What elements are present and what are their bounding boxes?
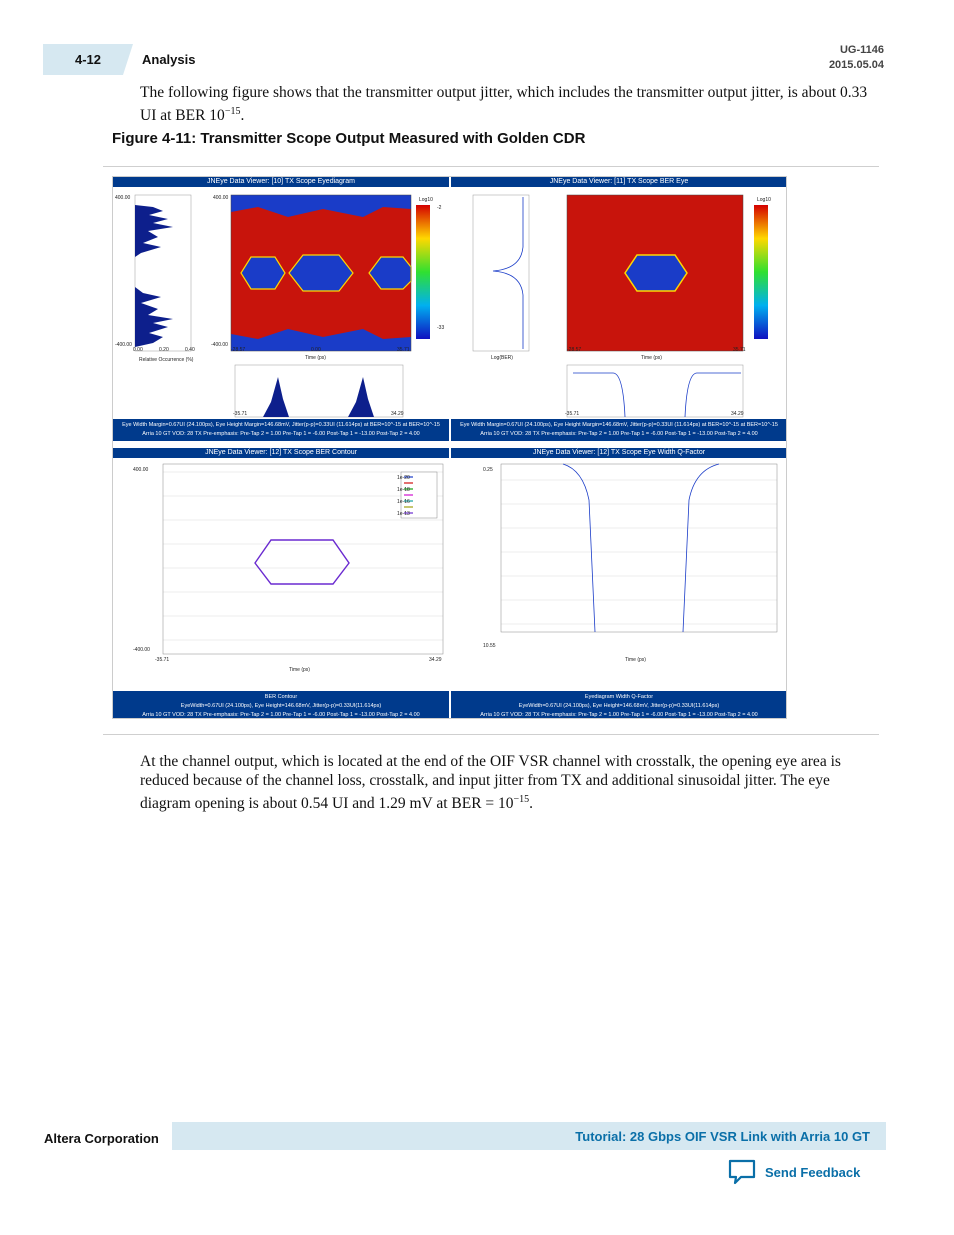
contour-footer-title: BER Contour <box>264 694 298 700</box>
eyediagram-status-1: Eye Width Margin=0.67UI (24.100ps), Eye Height Margin=146.68mV, Jitter(p-p)=0.33UI (11.614ps) at BER=10^-15 at BER=10^-15 <box>122 422 440 428</box>
cb-tick-0: -2 <box>437 205 442 211</box>
qfactor-footer-2: Arria 10 GT VOD: 28 TX Pre-emphasis: Pre-Tap 2 = 1.00 Pre-Tap 1 = -6.00 Post-Tap 1 = -13.00 Post-Tap 2 = 4.00 <box>480 712 758 718</box>
section-title: Analysis <box>142 52 196 67</box>
contour-xtick-7: 34.29 <box>429 657 442 663</box>
send-feedback-link[interactable] <box>727 1157 860 1187</box>
contour-footer-2: Arria 10 GT VOD: 28 TX Pre-emphasis: Pre-Tap 2 = 1.00 Pre-Tap 1 = -6.00 Post-Tap 1 = -13.00 Post-Tap 2 = 4.00 <box>142 712 420 718</box>
cb-tick-5: -33 <box>437 325 445 331</box>
small2-xtick-7: 34.29 <box>731 411 744 417</box>
footer-company: Altera Corporation <box>44 1131 159 1146</box>
hist-xtick-1: 0.20 <box>159 347 169 353</box>
ber-hist-xlabel: Log(BER) <box>491 355 513 361</box>
contour-qfactor-plots <box>113 460 787 690</box>
qfactor-footer-title: Eyediagram Width Q-Factor <box>584 694 654 700</box>
qfactor-footer <box>451 691 787 719</box>
colorbar-label: Log10 <box>419 197 433 203</box>
legend-0: 1e-20 <box>397 475 410 481</box>
legend-4: 1e-16 <box>397 499 410 505</box>
figure-bottom-rule <box>103 734 879 735</box>
doc-date: 2015.05.04 <box>828 59 884 71</box>
small-xtick-0: -35.71 <box>233 411 248 417</box>
eyediagram-status-2: Arria 10 GT VOD: 28 TX Pre-emphasis: Pre-Tap 2 = 1.00 Pre-Tap 1 = -6.00 Post-Tap 1 = -13.00 Post-Tap 2 = 4.00 <box>142 431 420 437</box>
eyediagram-title: JNEye Data Viewer: [10] TX Scope Eyediagram <box>113 177 449 187</box>
eye-ytick-2: 400.00 <box>213 195 229 201</box>
contour-footer-1: EyeWidth=0.67UI (24.100ps), Eye Height=146.68mV, Jitter(p-p)=0.33UI(11.614ps) <box>180 703 382 709</box>
footer-band <box>172 1122 886 1150</box>
figure-top-rule <box>103 166 879 167</box>
bereye-status-2: Arria 10 GT VOD: 28 TX Pre-emphasis: Pre-Tap 2 = 1.00 Pre-Tap 1 = -6.00 Post-Tap 1 = -13.00 Post-Tap 2 = 4.00 <box>480 431 758 437</box>
figure-panel <box>112 176 787 719</box>
contour-footer <box>113 691 449 719</box>
ber-xlabel: Time (ps) <box>641 355 662 361</box>
eyediagram-status <box>113 419 449 441</box>
colorbar2-label: Log10 <box>757 197 771 203</box>
figure-caption: Figure 4-11: Transmitter Scope Output Measured with Golden CDR <box>112 130 586 147</box>
doc-id: UG-1146 <box>839 44 884 56</box>
small2-xtick-0: -35.71 <box>565 411 580 417</box>
small-xtick-7: 34.29 <box>391 411 404 417</box>
intro-exponent: −15 <box>224 106 241 117</box>
ber-xtick-9: 35.71 <box>733 347 746 353</box>
ber-xtick-0: -28.57 <box>567 347 582 353</box>
page-number: 4-12 <box>43 44 123 75</box>
outro-text: At the channel output, which is located at the end of the OIF VSR channel with crosstalk, the opening eye area is reduced because of the channel loss, crosstalk, and input jitter from TX and additional sinusoidal jitter. The eye diagram opening is about 0.54 UI and 1.29 mV at BER = 10 <box>140 753 841 813</box>
footer-doc-title[interactable]: Tutorial: 28 Gbps OIF VSR Link with Arria 10 GT <box>575 1129 870 1144</box>
contour-xtick-0: -35.71 <box>155 657 170 663</box>
outro-exponent: −15 <box>513 794 530 805</box>
contour-ytick-top: 400.00 <box>133 467 149 473</box>
eyediagram-plot <box>113 187 787 430</box>
hist-xtick-0: 0.00 <box>133 347 143 353</box>
bereye-status <box>451 419 787 441</box>
q-ytick-0: 0.25 <box>483 467 493 473</box>
chat-bubble-icon <box>727 1158 757 1186</box>
eye-xtick-0: -28.57 <box>231 347 246 353</box>
eye-ytick-bottom: -400.00 <box>115 342 132 348</box>
q-ytick-last: 10.55 <box>483 643 496 649</box>
eye-xtick-4: 0.00 <box>311 347 321 353</box>
intro-text: The following figure shows that the transmitter output jitter, which includes the transmitter output jitter, is about 0.33 UI at BER 10 <box>140 84 868 125</box>
bereye-status-1: Eye Width Margin=0.67UI (24.100ps), Eye Height Margin=146.68mV, Jitter(p-p)=0.33UI (11.614ps) at BER=10^-15 at BER=10^-15 <box>460 422 778 428</box>
intro-paragraph: The following figure shows that the transmitter output jitter, which includes the transmitter output jitter, is about 0.33 UI at BER $10^{-15}$. <box>140 84 868 125</box>
eye-xlabel: Time (ps) <box>305 355 326 361</box>
eye-xtick-9: 35.71 <box>397 347 410 353</box>
legend-2: 1e-18 <box>397 487 410 493</box>
send-feedback-label[interactable]: Send Feedback <box>765 1164 861 1180</box>
outro-paragraph: At the channel output, which is located at the end of the OIF VSR channel with crosstalk, the opening eye area is reduced because of the channel loss, crosstalk, and input jitter from TX and additional sinusoidal jitter. The eye diagram opening is about 0.54 UI and 1.29 mV at BER = $10^{-15}$. <box>140 753 841 813</box>
hist-xtick-2: 0.40 <box>185 347 195 353</box>
qfactor-footer-1: EyeWidth=0.67UI (24.100ps), Eye Height=146.68mV, Jitter(p-p)=0.33UI(11.614ps) <box>518 703 720 709</box>
q-xlabel: Time (ps) <box>625 657 646 663</box>
eye-ytick-3: -400.00 <box>211 342 228 348</box>
hist-xlabel: Relative Occurrence (%) <box>139 357 194 363</box>
bereye-title: JNEye Data Viewer: [11] TX Scope BER Eye <box>451 177 787 187</box>
contour-xlabel: Time (ps) <box>289 667 310 673</box>
eye-ytick-top: 400.00 <box>115 195 131 201</box>
legend-6: 1e-13 <box>397 511 410 517</box>
contour-title: JNEye Data Viewer: [12] TX Scope BER Contour <box>113 448 449 458</box>
doc-info <box>829 43 884 73</box>
qfactor-title: JNEye Data Viewer: [12] TX Scope Eye Width Q-Factor <box>451 448 787 458</box>
contour-ytick-bottom: -400.00 <box>133 647 150 653</box>
